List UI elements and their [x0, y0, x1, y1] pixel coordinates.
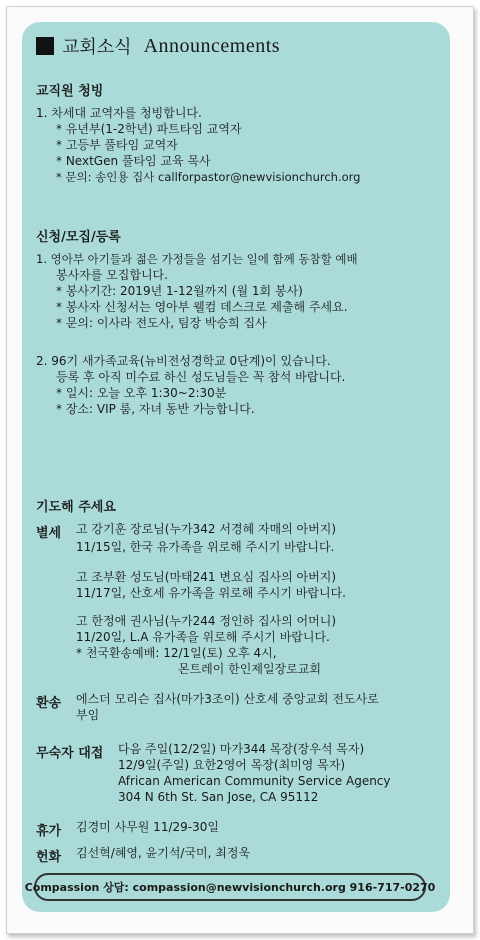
contact-box: Compassion 상담: compassion@newvisionchurch.org 916-717-0270 [34, 873, 426, 901]
apply-line: * 문의: 이사라 전도사, 팀장 박승희 집사 [56, 316, 267, 330]
bereavement-line: 11/15일, 한국 유가족을 위로해 주시기 바랍니다. [76, 540, 335, 554]
bereavement-line: 11/17일, 산호세 유가족을 위로해 주시기 바랍니다. [76, 586, 346, 600]
staff-line: * NextGen 풀타임 교육 목사 [56, 154, 211, 168]
farewell-line: 부임 [76, 708, 100, 722]
apply-line: 1. 영아부 아기들과 젊은 가정들을 섬기는 일에 함께 동참할 예배 [36, 252, 358, 266]
staff-line: 1. 차세대 교역자를 청빙합니다. [36, 106, 202, 120]
apply-line: * 봉사기간: 2019년 1-12월까지 (월 1회 봉사) [56, 284, 303, 298]
uninhabited-line: 12/9일(주일) 요한2영어 목장(최미영 목자) [118, 758, 346, 772]
bereavement-line: 고 강기훈 장로님(누가342 서경혜 자매의 아버지) [76, 522, 336, 536]
uninhabited-line: 304 N 6th St. San Jose, CA 95112 [118, 790, 319, 804]
prayer-heading: 기도해 주세요 [36, 500, 116, 515]
apply-line: 2. 96기 새가족교육(뉴비전성경학교 0단계)이 있습니다. [36, 354, 331, 368]
apply-line: 등록 후 아직 미수료 하신 성도님들은 꼭 참석 바랍니다. [56, 370, 346, 384]
staff-heading: 교직원 청빙 [36, 84, 104, 99]
bereavement-line: 고 조부환 성도님(마태241 변요심 집사의 아버지) [76, 570, 336, 584]
farewell-label: 환송 [36, 696, 62, 711]
apply-line: 봉사자를 모집합니다. [56, 268, 168, 282]
square-bullet-icon [36, 37, 54, 55]
apply-line: * 일시: 오늘 오후 1:30~2:30분 [56, 386, 227, 400]
flowers-text: 김선혁/혜영, 윤기석/국미, 최정욱 [76, 846, 251, 860]
uninhabited-line: African American Community Service Agency [118, 774, 391, 788]
staff-line: * 유년부(1-2학년) 파트타임 교역자 [56, 122, 242, 136]
bereavement-line: 11/20일, L.A 유가족을 위로해 주시기 바랍니다. [76, 630, 330, 644]
page-title [36, 34, 280, 58]
bereavement-line: * 천국환송예배: 12/1일(토) 오후 4시, [76, 646, 277, 660]
uninhabited-label: 무숙자 대접 [36, 746, 104, 761]
bereavement-line: 고 한정애 권사님(누가244 정인하 집사의 어머니) [76, 614, 336, 628]
staff-line: * 문의: 송인용 집사 callforpastor@newvisionchurch.org [56, 170, 361, 184]
farewell-line: 에스더 모리슨 집사(마가3조이) 산호세 중앙교회 전도사로 [76, 692, 379, 706]
flowers-label: 헌화 [36, 850, 62, 865]
uninhabited-line: 다음 주일(12/2일) 마가344 목장(장우석 목자) [118, 742, 365, 756]
staff-line: * 고등부 풀타임 교역자 [56, 138, 178, 152]
apply-heading: 신청/모집/등록 [36, 230, 121, 245]
apply-line: * 장소: VIP 룸, 자녀 동반 가능합니다. [56, 402, 255, 416]
apply-line: * 봉사자 신청서는 영아부 웰컴 데스크로 제출해 주세요. [56, 300, 348, 314]
title-korean: 교회소식 [62, 37, 132, 58]
leave-text: 김경미 사무원 11/29-30일 [76, 820, 219, 834]
title-english: Announcements [143, 34, 281, 57]
leave-label: 휴가 [36, 824, 62, 839]
bereavement-line: 몬트레이 한인제일장로교회 [178, 662, 321, 676]
bereavement-label: 별세 [36, 526, 62, 541]
